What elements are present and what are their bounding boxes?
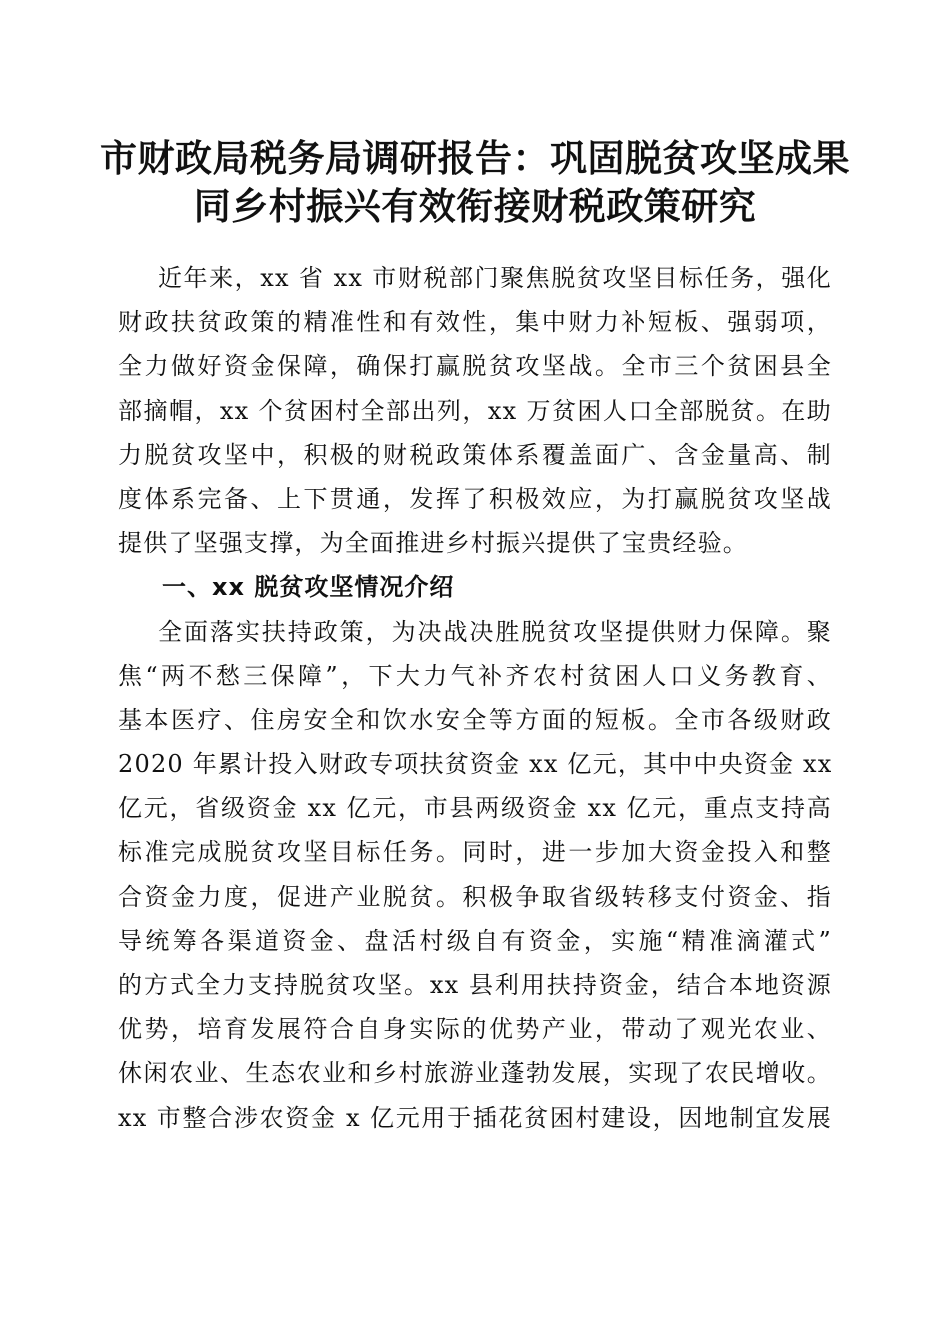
paragraph-line: 亿元，省级资金 xx 亿元，市县两级资金 xx 亿元，重点支持高 [118,794,832,823]
document-title [100,134,850,230]
paragraph-line: 力脱贫攻坚中，积极的财税政策体系覆盖面广、含金量高、制 [118,440,832,469]
paragraph-line: 休闲农业、生态农业和乡村旅游业蓬勃发展，实现了农民增收。 [118,1059,832,1088]
paragraph-line: 优势，培育发展符合自身实际的优势产业，带动了观光农业、 [118,1015,832,1044]
paragraph-line: 近年来，xx 省 xx 市财税部门聚焦脱贫攻坚目标任务，强化 [158,264,832,292]
section-paragraph [118,610,832,1140]
title-line: 市财政局税务局调研报告：巩固脱贫攻坚成果 [100,136,850,180]
paragraph-line: 度体系完备、上下贯通，发挥了积极效应，为打赢脱贫攻坚战 [118,484,832,513]
section-heading: 一、xx 脱贫攻坚情况介绍 [162,573,455,602]
paragraph-line: 标准完成脱贫攻坚目标任务。同时，进一步加大资金投入和整 [118,838,832,867]
paragraph-line: 导统筹各渠道资金、盘活村级自有资金，实施“精准滴灌式” [118,926,832,955]
paragraph-line: 2020 年累计投入财政专项扶贫资金 xx 亿元，其中中央资金 xx [118,750,833,779]
paragraph-line: 提供了坚强支撑，为全面推进乡村振兴提供了宝贵经验。 [118,529,748,558]
paragraph-line: 全面落实扶持政策，为决战决胜脱贫攻坚提供财力保障。聚 [158,617,832,646]
paragraph-line: 焦“两不愁三保障”，下大力气补齐农村贫困人口义务教育、 [118,661,832,690]
paragraph-line: 合资金力度，促进产业脱贫。积极争取省级转移支付资金、指 [118,882,832,911]
title-line: 同乡村振兴有效衔接财税政策研究 [193,184,757,228]
paragraph-line: xx 市整合涉农资金 x 亿元用于插花贫困村建设，因地制宜发展 [118,1103,832,1132]
document-body [118,256,832,1140]
paragraph-line: 财政扶贫政策的精准性和有效性，集中财力补短板、强弱项， [118,308,832,337]
paragraph-line: 全力做好资金保障，确保打赢脱贫攻坚战。全市三个贫困县全 [118,352,832,381]
paragraph-line: 部摘帽，xx 个贫困村全部出列，xx 万贫困人口全部脱贫。在助 [118,396,832,425]
paragraph-line: 的方式全力支持脱贫攻坚。xx 县利用扶持资金，结合本地资源 [118,971,832,999]
intro-paragraph [118,256,832,565]
paragraph-line: 基本医疗、住房安全和饮水安全等方面的短板。全市各级财政 [118,705,832,734]
